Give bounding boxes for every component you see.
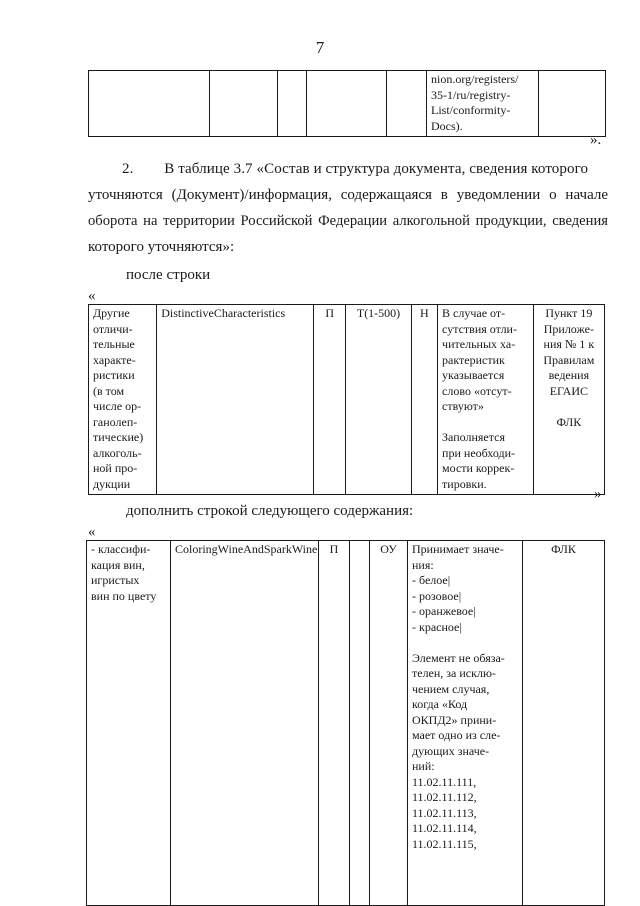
paragraph-2-line-4: которого уточняются»: (88, 239, 235, 255)
t2-format-cell (350, 541, 370, 906)
t1-description-cell: В случае от- сутствия отли- чительных ха- рактеристик указывается слово «отсут- ствуют» Заполняется при необходи- мости коррек- тировки. (438, 305, 534, 495)
top-continuation-table (88, 70, 606, 137)
t2-element-cell: ColoringWineAndSparkWine (171, 541, 319, 906)
add-row-label: дополнить строкой следующего содержания: (126, 503, 414, 519)
page-number: 7 (315, 38, 325, 57)
top-cell-5 (387, 71, 427, 137)
t2-type-cell: П (319, 541, 350, 906)
table-new-row (86, 540, 605, 906)
t1-format-cell: Т(1-500) (346, 305, 411, 495)
t1-name-cell: Другие отличи- тельные характе- ристики (в том числе ор- ганолеп- тические) алкоголь- ной про- дукции (89, 305, 157, 495)
open-quote-2: « (88, 524, 96, 540)
t2-description-cell: Принимает значе- ния: - белое| - розовое| - оранжевое| - красное| Элемент не обяза- телен, за исклю- чением случая, когда «Код ОКПД2» прини- мает одно из сле- дующих значе- ний: 11.02.11.111, 11.02.11.112, 11.02.11.113, 11.02.11.114, 11.02.11.115, (408, 541, 523, 906)
t1-element-cell: DistinctiveCharacteristics (157, 305, 314, 495)
top-cell-2 (210, 71, 278, 137)
after-row-label: после строки (126, 267, 211, 283)
top-cell-1 (89, 71, 210, 137)
top-cell-3 (278, 71, 307, 137)
top-cell-4 (307, 71, 387, 137)
paragraph-2-line-3: оборота на территории Российской Федерации алкогольной продукции, сведения (88, 213, 608, 229)
t1-rule-cell: Пункт 19 Приложе- ния № 1 к Правилам ведения ЕГАИС ФЛК (533, 305, 604, 495)
t2-rule-cell: ФЛК (523, 541, 605, 906)
paragraph-2-line-1: 2. В таблице 3.7 «Состав и структура документа, сведения которого (122, 161, 589, 177)
open-quote-1: « (88, 288, 96, 304)
paragraph-2 (88, 156, 608, 260)
table-existing-row (88, 304, 605, 495)
t2-name-cell: - классифи- кация вин, игристых вин по цвету (87, 541, 171, 906)
t2-required-cell: ОУ (370, 541, 408, 906)
t1-required-cell: Н (411, 305, 437, 495)
top-cell-7 (539, 71, 606, 137)
close-quote-2: » (594, 486, 602, 502)
paragraph-2-line-2: уточняются (Документ)/информация, содержащаяся в уведомлении о начале (88, 187, 608, 203)
close-quote-1: ». (590, 132, 602, 148)
t1-type-cell: П (313, 305, 346, 495)
top-cell-url: nion.org/registers/ 35-1/ru/registry- List/conformity- Docs). (427, 71, 539, 137)
